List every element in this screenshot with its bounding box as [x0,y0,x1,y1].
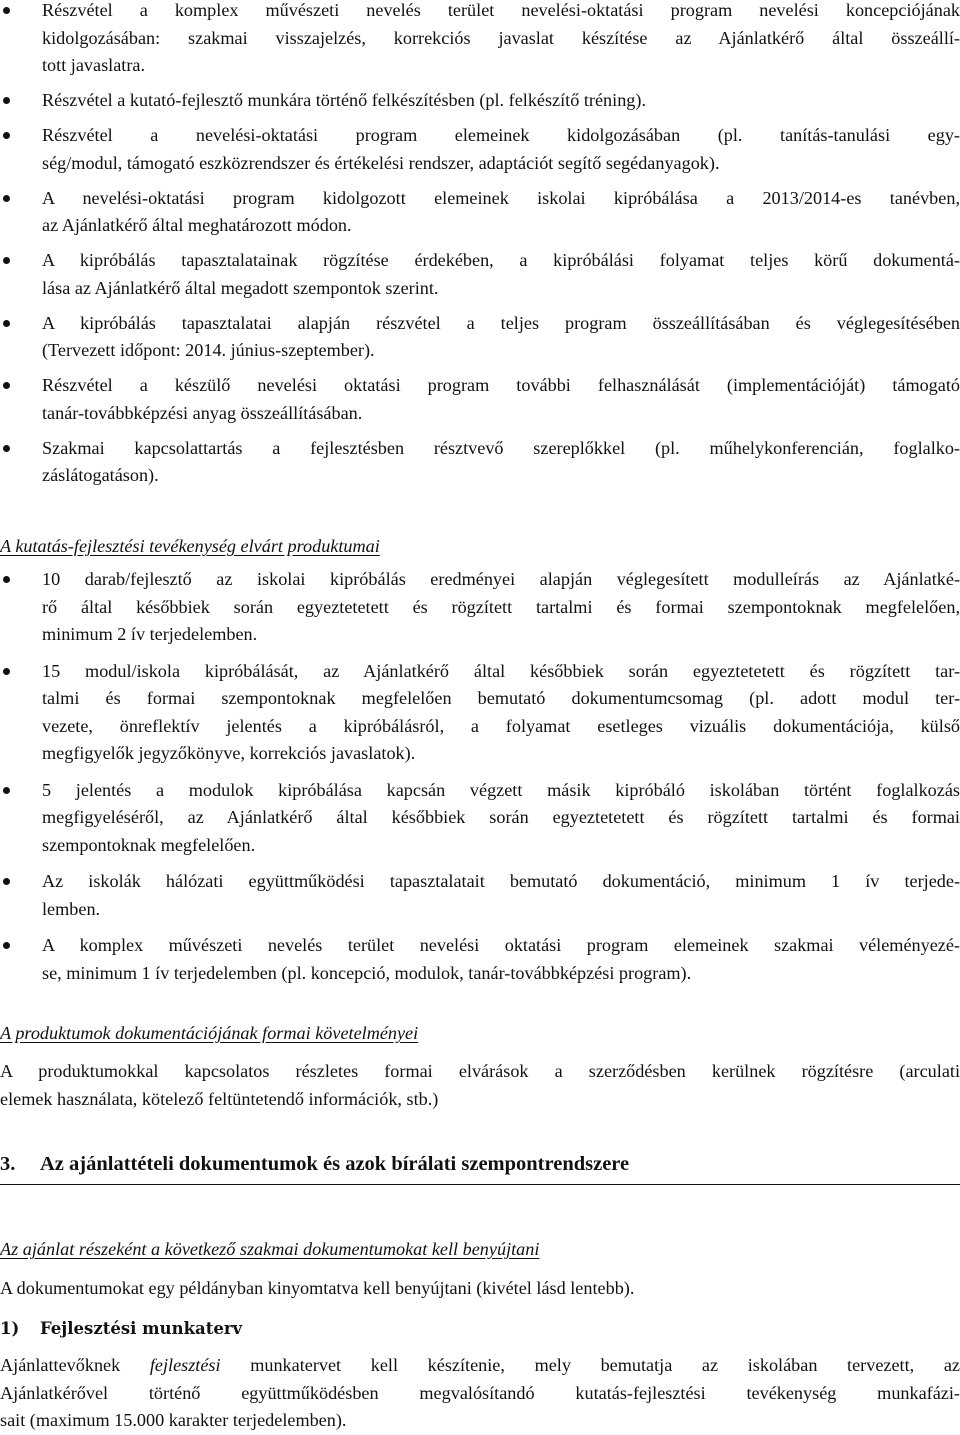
work-plan-text: Ajánlattevőknek [0,1355,150,1375]
list-item-line: A nevelési-oktatási program kidolgozott elemeinek iskolai kipróbálása a 2013/2014-es tanévben, [42,187,960,208]
list-item [0,868,960,923]
list-item-line: záslátogatáson). [42,465,159,485]
subsection-number: 1) [0,1319,20,1338]
list-item-line: vezete, önreflektív jelentés a kipróbálásról, a folyamat esetleges vizuális dokumentációja, külső [42,715,960,736]
work-plan-line: Ajánlatkérővel történő együttműködésben megvalósítandó kutatás-fejlesztési tevékenység munkafázi- [0,1382,960,1403]
list-item-line: kidolgozásában: szakmai visszajelzés, korrekciós javaslat készítése az Ajánlatkérő által összeállí- [42,27,960,48]
list-item [0,658,960,768]
work-plan-emphasis: fejlesztési [149,1355,221,1375]
list-item [0,0,960,80]
formal-requirements-line: elemek használata, kötelező feltüntetendő információk, stb.) [0,1088,439,1109]
list-item [0,87,960,115]
bullet-icon [3,445,10,452]
list-item-line: Az iskolák hálózati együttműködési tapasztalatait bemutató dokumentáció, minimum 1 ív terjede- [42,871,960,891]
chapter-title: Az ajánlattételi dokumentumok és azok bírálati szempontrendszere [40,1153,630,1175]
list-item [0,247,960,302]
list-item [0,435,960,490]
formal-requirements-text [0,1058,960,1113]
list-item-line: Részvétel a készülő nevelési oktatási program további felhasználását (implementációját) támogató [42,375,960,395]
list-item-line: talmi és formai szempontoknak megfelelően bemutató dokumentumcsomag (pl. adott modul ter- [42,688,960,708]
bullet-icon [3,7,10,14]
subsection-heading [0,1315,960,1343]
list-item-line: tott javaslatra. [42,55,146,75]
work-plan-text: munkatervet kell készítenie, mely bemutatja az iskolában tervezett, az [220,1355,960,1375]
bullet-icon [3,97,10,104]
work-plan-paragraph [0,1352,960,1435]
list-item-line: minimum 2 ív terjedelemben. [42,624,258,644]
list-item [0,185,960,240]
list-item-line: megfigyelők jegyzőkönyve, korrekciós javaslatok). [42,743,416,763]
list-item [0,310,960,365]
bullet-icon [3,257,10,264]
chapter-number: 3. [0,1153,16,1175]
work-plan-line: sait (maximum 15.000 karakter terjedelemben). [0,1410,347,1430]
bullet-icon [3,787,10,794]
work-plan-line [0,1352,960,1380]
list-item-line: Részvétel a komplex művészeti nevelés terület nevelési-oktatási program nevelési koncepciójának [42,0,960,20]
list-item-line: 5 jelentés a modulok kipróbálása kapcsán végzett másik kipróbáló iskolában történt foglalkozás [42,779,960,800]
list-item-line: az Ajánlatkérő által meghatározott módon. [42,215,352,235]
bullet-icon [3,382,10,389]
chapter-heading [0,1151,960,1179]
list-item [0,122,960,177]
list-item-line: (Tervezett időpont: 2014. június-szeptember). [42,340,375,360]
chapter-rule [0,1184,960,1185]
submission-section-title: Az ajánlat részeként a következő szakmai dokumentumokat kell benyújtani [0,1239,540,1259]
list-item [0,777,960,860]
list-item-line: 15 modul/iskola kipróbálását, az Ajánlatkérő által későbbiek során egyeztetetett és rögzített tar- [42,660,960,681]
list-item-line: tanár-továbbképzési anyag összeállításában. [42,402,363,423]
products-section-title: A kutatás-fejlesztési tevékenység elvárt produktumai [0,536,380,556]
list-item-line: A komplex művészeti nevelés terület nevelési oktatási program elemeinek szakmai véleményezé- [42,935,960,955]
formal-requirements-line: A produktumokkal kapcsolatos részletes formai elvárások a szerződésben kerülnek rögzítésre (arculati [0,1061,960,1081]
list-item [0,566,960,649]
list-item-line: A kipróbálás tapasztalatainak rögzítése érdekében, a kipróbálási folyamat teljes körű dokumentá- [42,250,960,270]
bullet-icon [3,668,10,675]
formal-requirements-title: A produktumok dokumentációjának formai követelményei [0,1023,419,1043]
bullet-icon [3,878,10,885]
list-item-line: Részvétel a kutató-fejlesztő munkára történő felkészítésben (pl. felkészítő tréning). [42,90,646,110]
list-item-line: megfigyeléséről, az Ajánlatkérő által későbbiek során egyeztetetett és rögzített tartalmi és formai [42,807,960,827]
list-item-line: rő által későbbiek során egyeztetetett és rögzített tartalmi és formai szempontoknak megfelelően, [42,596,960,617]
submission-text: A dokumentumokat egy példányban kinyomtatva kell benyújtani (kivétel lásd lentebb). [0,1278,635,1298]
products-bullet-list [0,566,960,987]
list-item-line: ség/modul, támogató eszközrendszer és értékelési rendszer, adaptációt segítő segédanyagok). [42,152,720,173]
list-item [0,932,960,987]
list-item-line: A kipróbálás tapasztalatai alapján részvétel a teljes program összeállításában és véglegesítésében [42,312,960,333]
subsection-title: Fejlesztési munkaterv [40,1319,243,1338]
list-item [0,372,960,427]
list-item-line: se, minimum 1 ív terjedelemben (pl. koncepció, modulok, tanár-továbbképzési program). [42,962,692,983]
list-item-line: Szakmai kapcsolattartás a fejlesztésben résztvevő szereplőkkel (pl. műhelykonferencián, foglalko- [42,437,960,458]
bullet-icon [3,195,10,202]
bullet-icon [3,942,10,949]
bullet-icon [3,576,10,583]
tasks-bullet-list [0,0,960,490]
list-item-line: Részvétel a nevelési-oktatási program elemeinek kidolgozásában (pl. tanítás-tanulási egy- [42,125,960,145]
list-item-line: 10 darab/fejlesztő az iskolai kipróbálás eredményei alapján véglegesített modulleírás az Ajánlatké- [42,569,960,589]
list-item-line: lemben. [42,898,101,919]
bullet-icon [3,132,10,139]
list-item-line: szempontoknak megfelelően. [42,834,256,855]
bullet-icon [3,320,10,327]
list-item-line: lása az Ajánlatkérő által megadott szempontok szerint. [42,277,439,298]
